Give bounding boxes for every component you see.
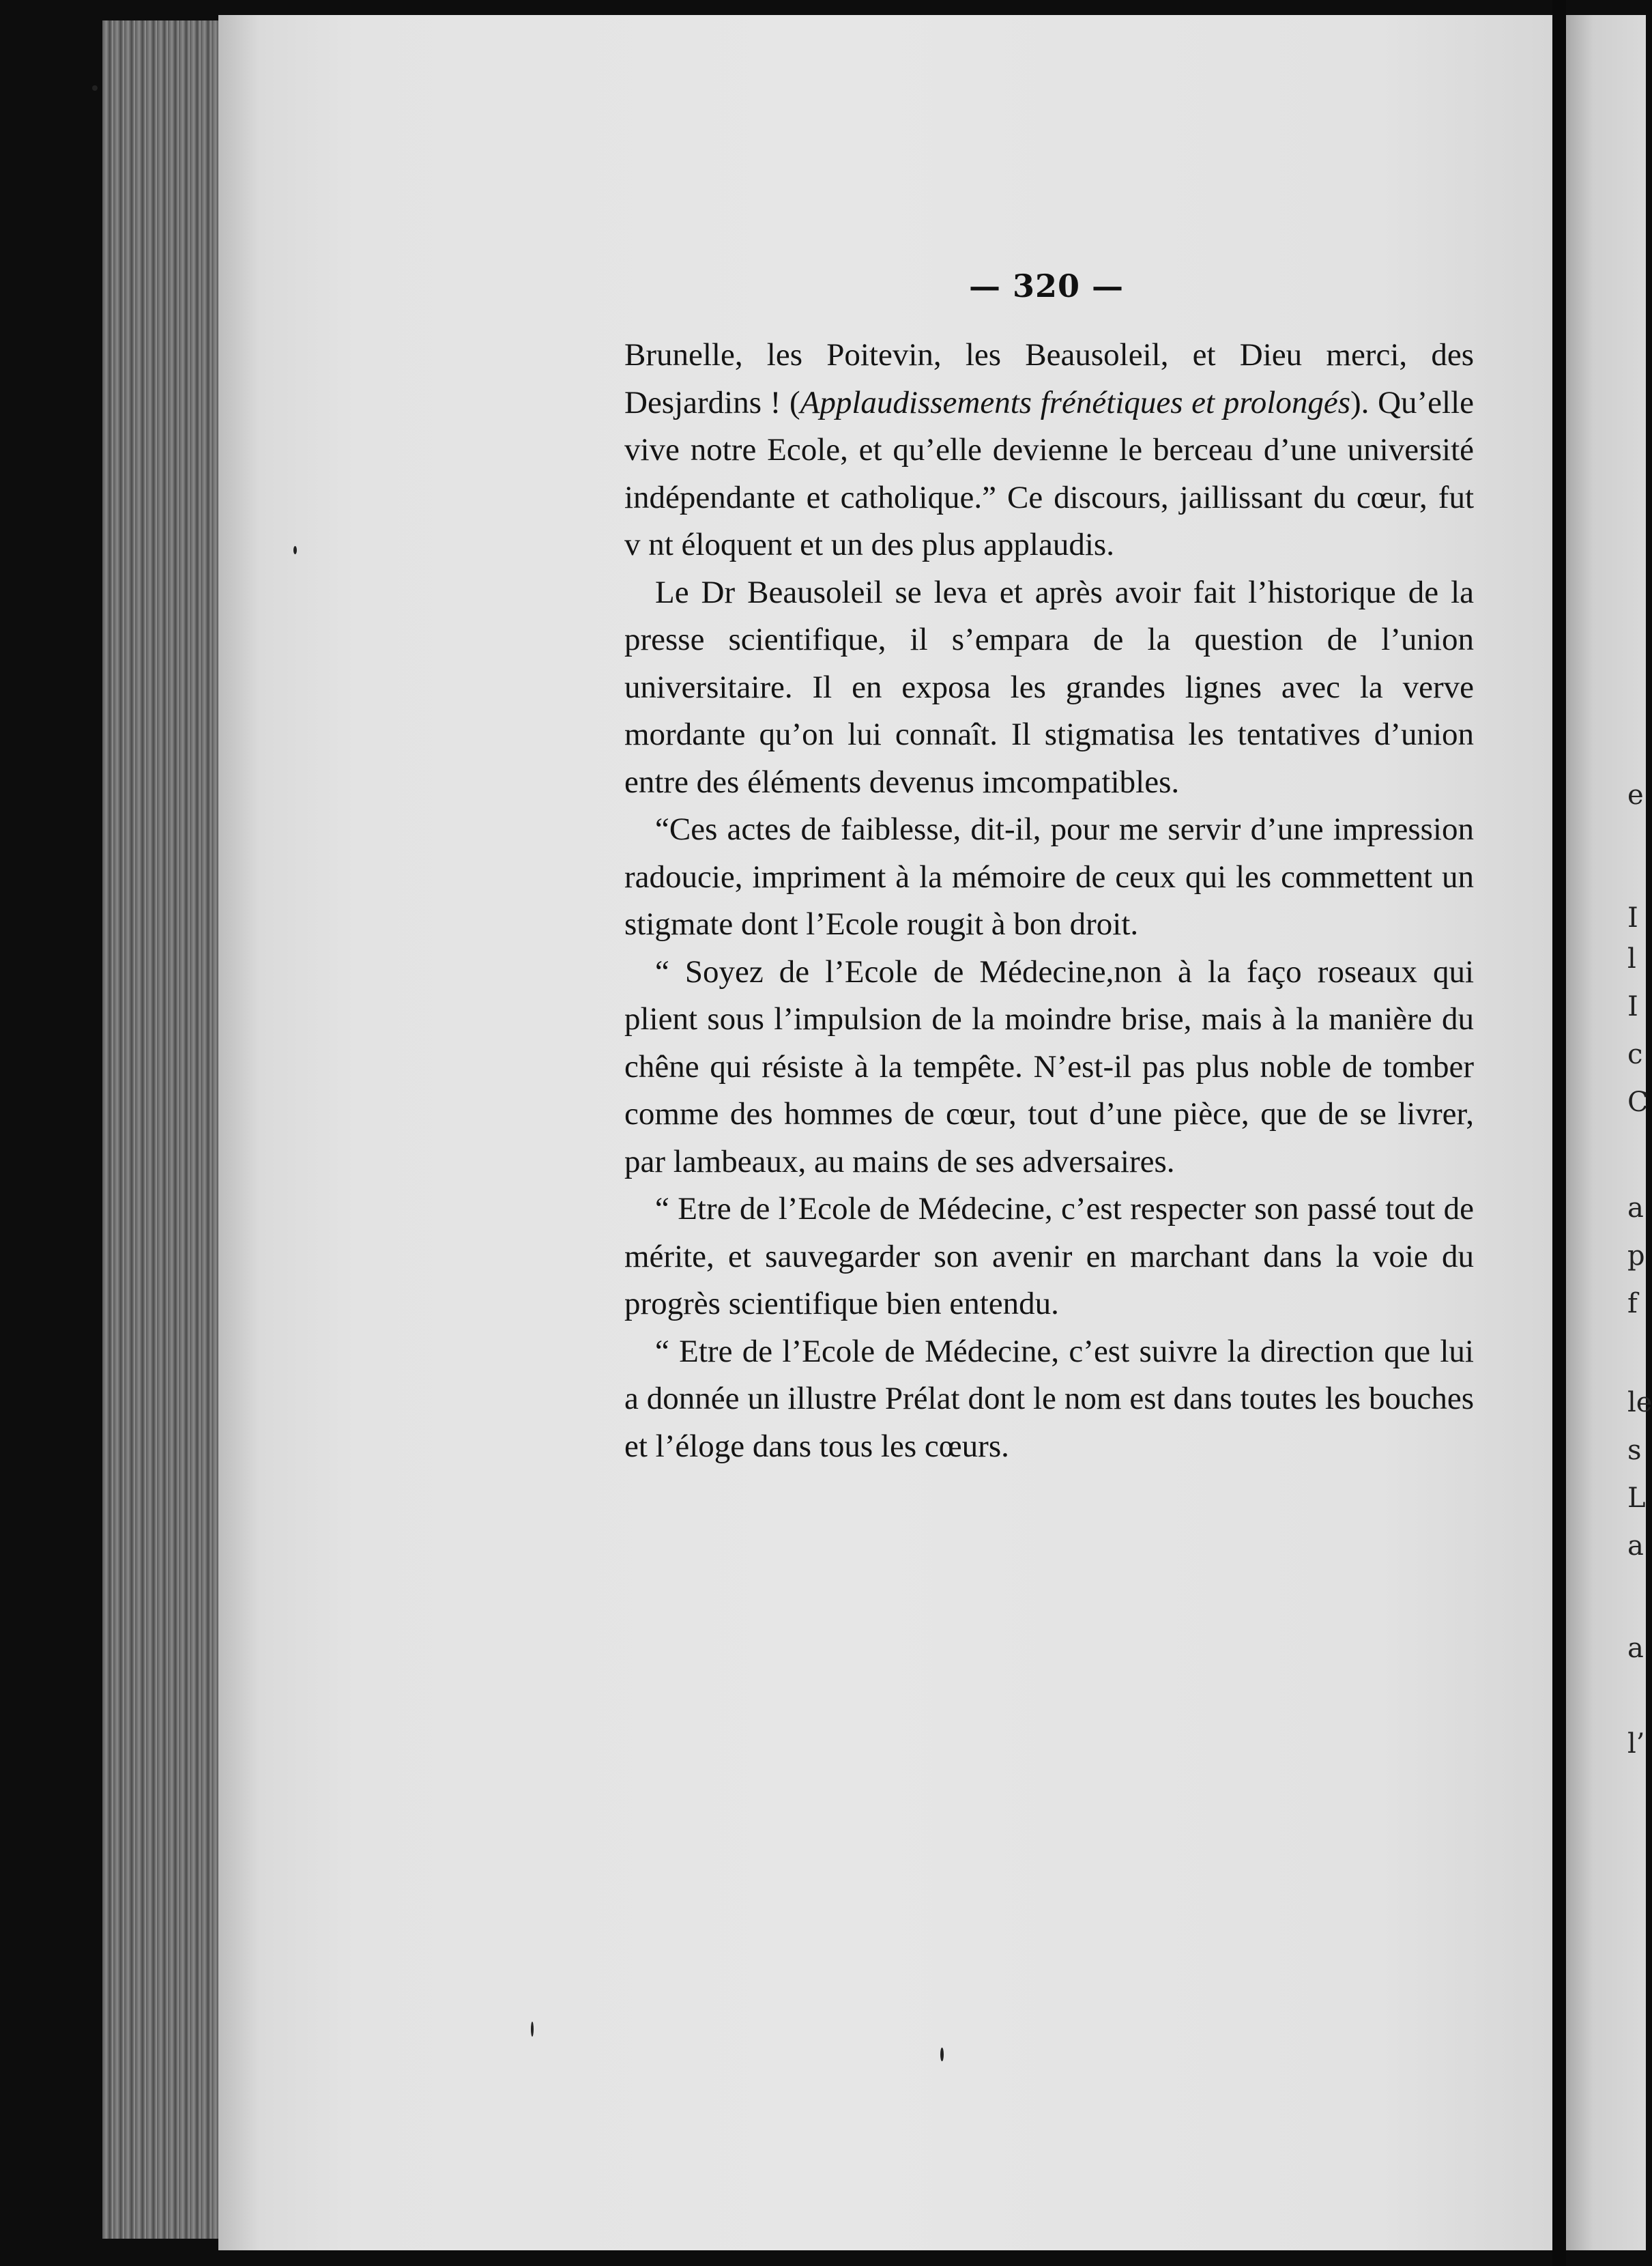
paragraph: “Ces actes de faiblesse, dit-il, pour me servir d’une impression radoucie, impriment à la mémoire de ceux qui les commettent un stigmate dont l’Ecole rougit à bon droit. [624, 812, 1474, 942]
paragraph-text: ). Qu’elle vive notre Ecole, et qu’elle devienne le berceau d’une université indépendante et catholique.” Ce discours, jaillissant du cœur, fut v nt éloquent et un des plus applaudis. [624, 384, 1474, 562]
page-number: — 320 — [969, 268, 1125, 304]
facing-page-fragment: I [1627, 991, 1638, 1022]
paragraph-text: Brunelle, les Poitevin, les Beausoleil, et Dieu merci, des Desjardins ! ( [624, 337, 1474, 420]
scan-speck [92, 85, 98, 91]
facing-page-fragment: a [1627, 1530, 1644, 1562]
facing-page-fragment: a [1627, 1192, 1644, 1224]
facing-page-fragment: le [1627, 1387, 1652, 1418]
stage-direction: Applaudissements frénétiques et prolongés [800, 384, 1351, 420]
paragraph [624, 332, 1474, 569]
facing-page-fragment: l [1627, 943, 1636, 975]
facing-page-fragment: s [1627, 1435, 1642, 1466]
facing-page-fragment: a [1627, 1633, 1644, 1664]
paragraph: Le Dr Beausoleil se leva et après avoir fait l’historique de la presse scientifique, il s’empara de la question de l’union universitaire. Il en exposa les grandes lignes avec la verve mordante qu’on lui connaît. Il stigmatisa les tentatives d’union entre des éléments devenus imcompatibles. [624, 574, 1474, 800]
facing-page-fragment: e [1627, 779, 1644, 811]
scan-speck [293, 546, 297, 554]
scan-speck [940, 2048, 944, 2061]
paragraph: “ Soyez de l’Ecole de Médecine,non à la faço roseaux qui plient sous l’impulsion de la moindre brise, mais à la manière du chêne qui résiste à la tempête. N’est-il pas plus noble de tomber comme des hommes de cœur, tout d’une pièce, que de se livrer, par lambeaux, au mains de ses adversaires. [624, 953, 1474, 1179]
facing-page-fragment: f [1627, 1288, 1638, 1319]
facing-page-fragment: C [1627, 1087, 1649, 1118]
paragraph: “ Etre de l’Ecole de Médecine, c’est respecter son passé tout de mérite, et sauvegarder son avenir en marchant dans la voie du progrès scientifique bien entendu. [624, 1191, 1474, 1321]
facing-page-fragment: l’ [1627, 1728, 1645, 1760]
paragraph: “ Etre de l’Ecole de Médecine, c’est suivre la direction que lui a donnée un illustre Prélat dont le nom est dans toutes les bouches et l’éloge dans tous les cœurs. [624, 1333, 1474, 1464]
facing-page-edge [1566, 15, 1652, 2250]
facing-page-fragment: p [1627, 1240, 1645, 1272]
facing-page-fragment: L [1627, 1482, 1646, 1514]
facing-page-fragment: c [1627, 1039, 1643, 1070]
book-gutter [1552, 0, 1566, 2266]
facing-page-fragment: I [1627, 902, 1638, 934]
scan-speck [531, 2022, 534, 2037]
stacked-page-edges [102, 20, 225, 2239]
body-text [624, 332, 1474, 1470]
